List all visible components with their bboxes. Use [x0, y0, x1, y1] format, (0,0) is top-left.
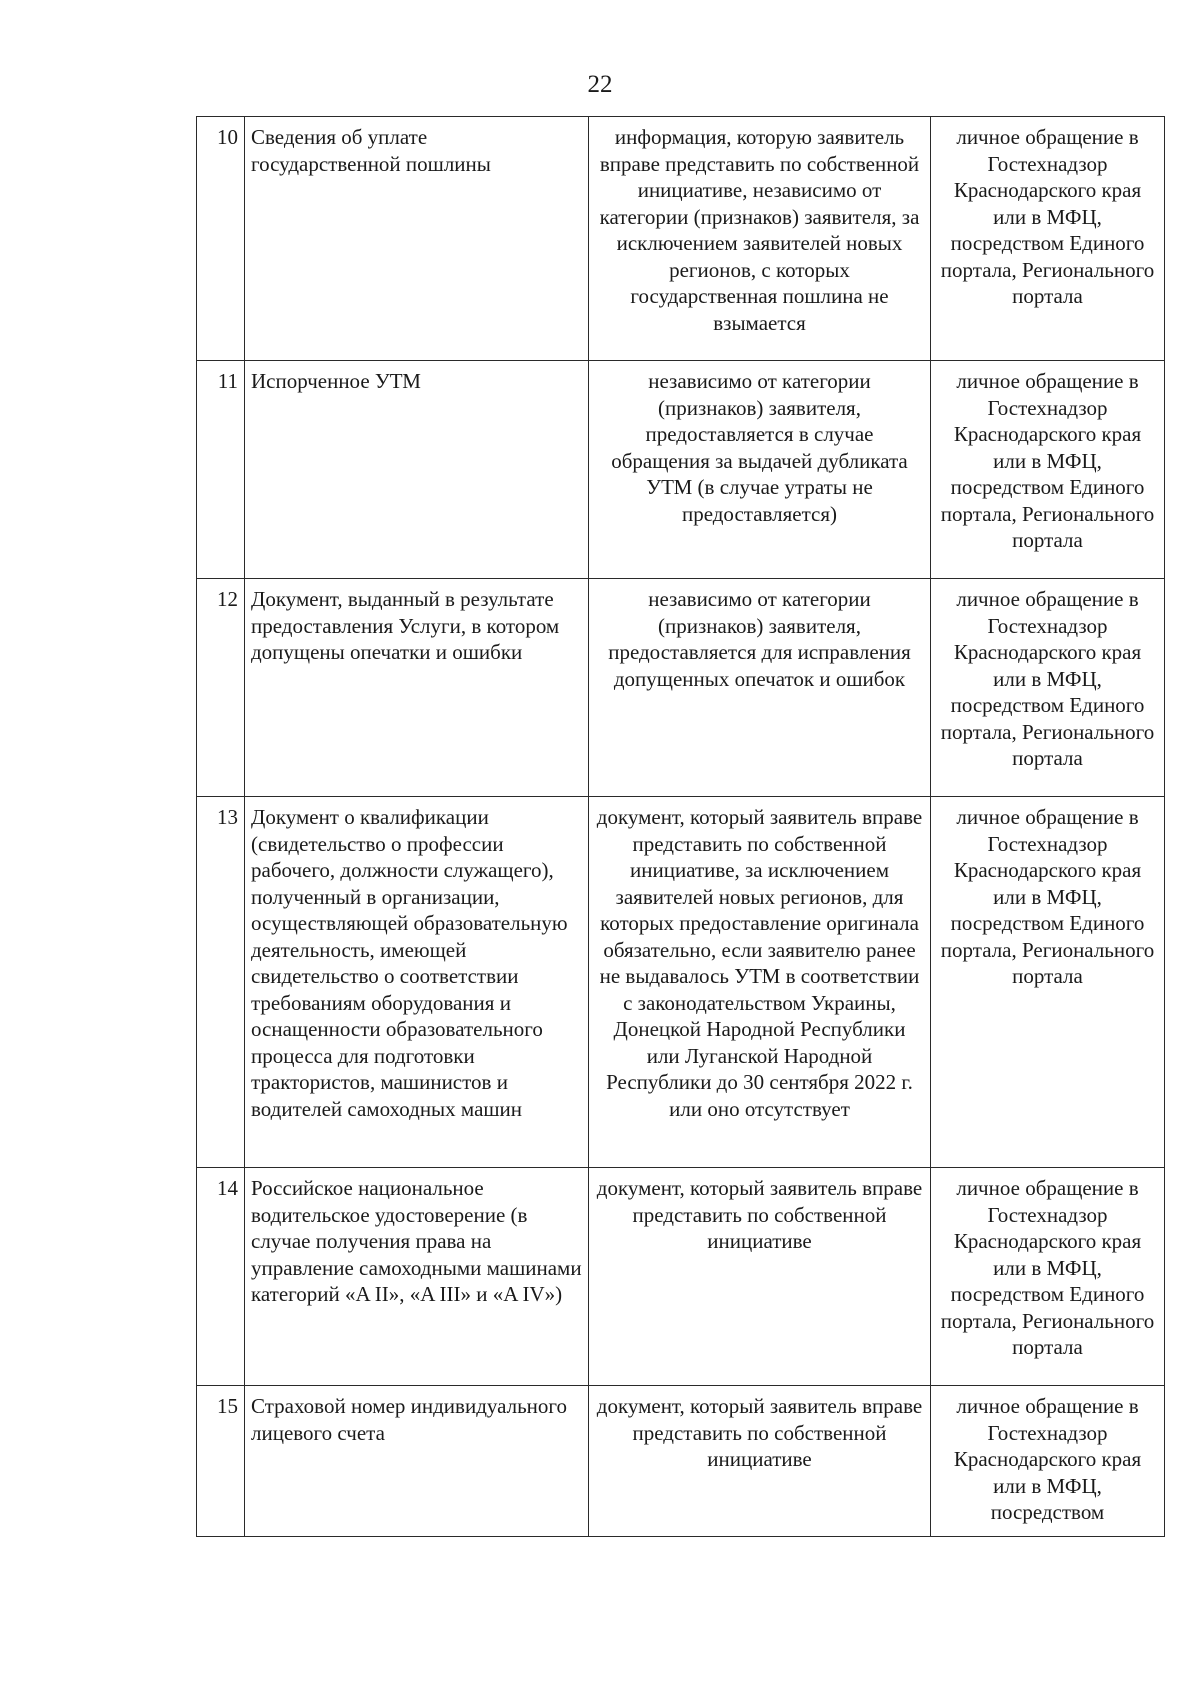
- document-name: Документ о квалификации (свидетельство о профессии рабочего, должности служащего), полученный в организации, осуществляющей образовательную деятельность, имеющей свидетельство о соответствии требованиям оборудования и оснащенности образовательного процесса для подготовки трактористов, машинистов и водителей самоходных машин: [245, 797, 589, 1168]
- documents-table: [196, 116, 1165, 1537]
- submission-method: личное обращение в Гостехнадзор Краснодарского края или в МФЦ, посредством: [931, 1386, 1165, 1537]
- row-number: 14: [197, 1168, 245, 1386]
- table-row: [197, 579, 1165, 797]
- table-row: [197, 117, 1165, 361]
- document-name: Страховой номер индивидуального лицевого счета: [245, 1386, 589, 1537]
- row-number: 13: [197, 797, 245, 1168]
- document-name: Документ, выданный в результате предоставления Услуги, в котором допущены опечатки и ошибки: [245, 579, 589, 797]
- row-number: 12: [197, 579, 245, 797]
- document-condition: документ, который заявитель вправе представить по собственной инициативе: [589, 1386, 931, 1537]
- submission-method: личное обращение в Гостехнадзор Краснодарского края или в МФЦ, посредством Единого портала, Регионального портала: [931, 579, 1165, 797]
- table-row: [197, 797, 1165, 1168]
- document-name: Сведения об уплате государственной пошлины: [245, 117, 589, 361]
- row-number: 15: [197, 1386, 245, 1537]
- document-condition: независимо от категории (признаков) заявителя, предоставляется в случае обращения за выдачей дубликата УТМ (в случае утраты не предоставляется): [589, 361, 931, 579]
- document-condition: независимо от категории (признаков) заявителя, предоставляется для исправления допущенных опечаток и ошибок: [589, 579, 931, 797]
- submission-method: личное обращение в Гостехнадзор Краснодарского края или в МФЦ, посредством Единого портала, Регионального портала: [931, 361, 1165, 579]
- submission-method: личное обращение в Гостехнадзор Краснодарского края или в МФЦ, посредством Единого портала, Регионального портала: [931, 117, 1165, 361]
- document-name: Российское национальное водительское удостоверение (в случае получения права на управление самоходными машинами категорий «A II», «A III» и «A IV»): [245, 1168, 589, 1386]
- submission-method: личное обращение в Гостехнадзор Краснодарского края или в МФЦ, посредством Единого портала, Регионального портала: [931, 797, 1165, 1168]
- row-number: 11: [197, 361, 245, 579]
- page-number: 22: [587, 71, 613, 98]
- table-row: [197, 361, 1165, 579]
- document-condition: документ, который заявитель вправе представить по собственной инициативе: [589, 1168, 931, 1386]
- document-condition: информация, которую заявитель вправе представить по собственной инициативе, независимо от категории (признаков) заявителя, за исключением заявителей новых регионов, с которых государственная пошлина не взымается: [589, 117, 931, 361]
- document-condition: документ, который заявитель вправе представить по собственной инициативе, за исключением заявителей новых регионов, для которых предоставление оригинала обязательно, если заявителю ранее не выдавалось УТМ в соответствии с законодательством Украины, Донецкой Народной Республики или Луганской Народной Республики до 30 сентября 2022 г. или оно отсутствует: [589, 797, 931, 1168]
- table-row: [197, 1168, 1165, 1386]
- submission-method: личное обращение в Гостехнадзор Краснодарского края или в МФЦ, посредством Единого портала, Регионального портала: [931, 1168, 1165, 1386]
- document-name: Испорченное УТМ: [245, 361, 589, 579]
- table-row: [197, 1386, 1165, 1537]
- row-number: 10: [197, 117, 245, 361]
